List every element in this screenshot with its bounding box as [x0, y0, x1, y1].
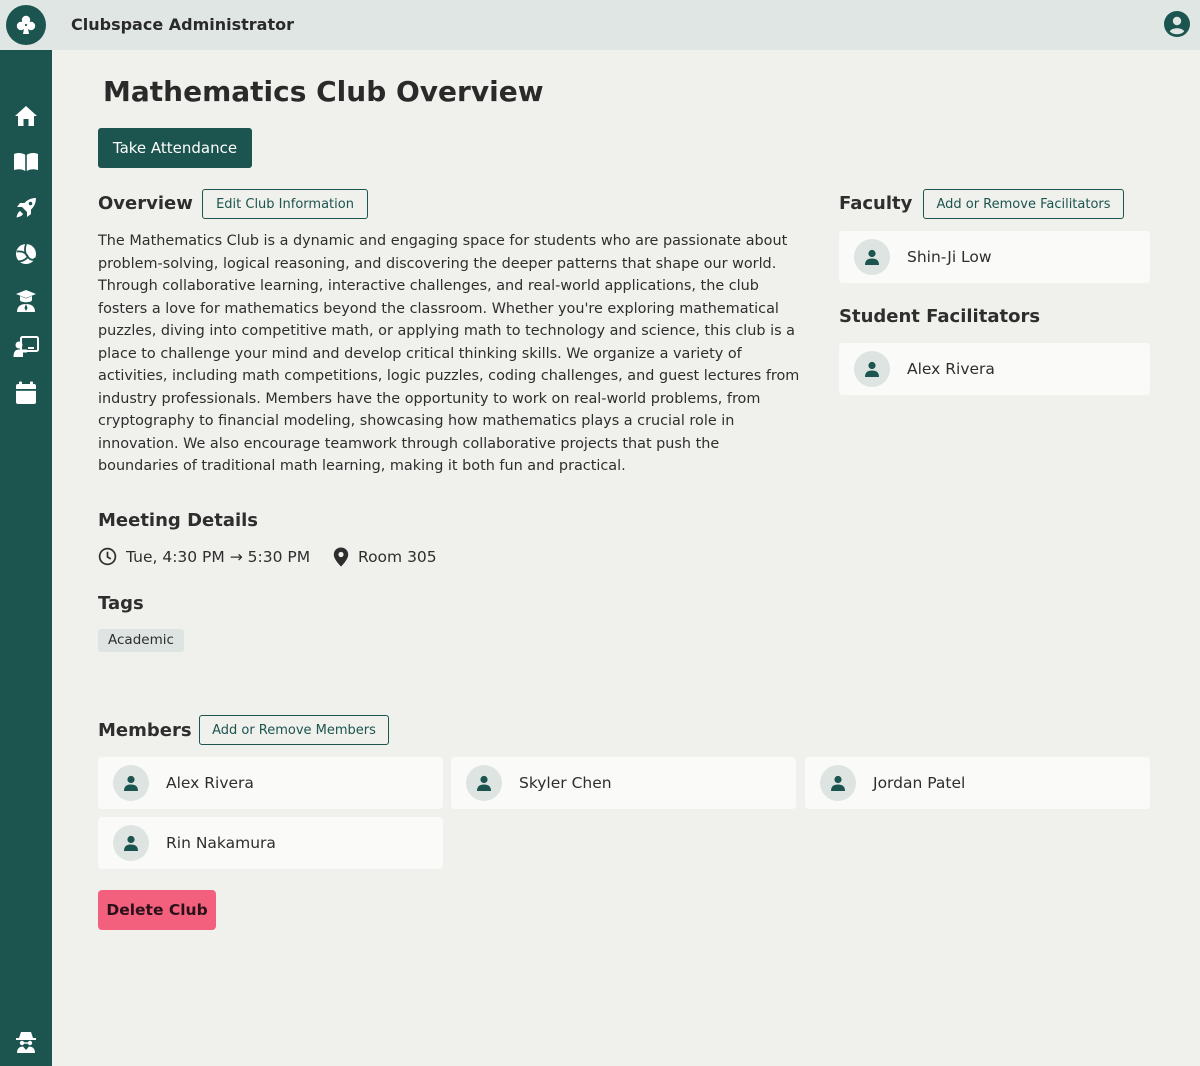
tag-badge: Academic: [98, 629, 184, 652]
main-content: [52, 50, 1200, 1066]
nav-graduate-icon[interactable]: [12, 287, 40, 315]
faculty-card: [839, 231, 1150, 283]
nav-presentation-icon[interactable]: [12, 333, 40, 361]
nav-volleyball-icon[interactable]: [12, 240, 40, 268]
top-bar: [0, 0, 1200, 50]
members-heading: Members: [98, 720, 192, 741]
member-name: Jordan Patel: [873, 774, 966, 792]
member-name: Rin Nakamura: [166, 834, 276, 852]
meeting-details-heading: Meeting Details: [98, 510, 259, 531]
meeting-location-text: Room 305: [358, 548, 437, 566]
member-name: Skyler Chen: [519, 774, 612, 792]
meeting-time: [98, 547, 310, 566]
location-pin-icon: [333, 547, 349, 567]
club-logo-icon[interactable]: [6, 5, 46, 45]
meeting-time-text: Tue, 4:30 PM → 5:30 PM: [126, 547, 311, 566]
member-card: [451, 757, 796, 809]
delete-club-button[interactable]: Delete Club: [98, 890, 216, 930]
nav-rocket-icon[interactable]: [12, 194, 40, 222]
person-icon: [466, 765, 502, 801]
take-attendance-button[interactable]: Take Attendance: [98, 128, 252, 168]
add-remove-members-button[interactable]: Add or Remove Members: [199, 715, 389, 745]
person-icon: [113, 825, 149, 861]
person-icon: [854, 351, 890, 387]
nav-calendar-icon[interactable]: [12, 379, 40, 407]
nav-spy-icon[interactable]: [12, 1028, 40, 1056]
edit-club-information-button[interactable]: Edit Club Information: [202, 189, 368, 219]
nav-home-icon[interactable]: [12, 102, 40, 130]
tags-heading: Tags: [98, 593, 144, 614]
club-description: The Mathematics Club is a dynamic and engaging space for students who are passionate about problem-solving, logical reasoning, and discovering the deeper patterns that shape our world. Through collaborative learning, interactive challenges, and real-world applications, the club fosters a love for mathematics beyond the classroom. Whether you're exploring mathematical puzzles, diving into competitive math, or applying math to technology and science, this club is a place to challenge your mind and develop critical thinking skills. We organize a variety of activities, including math competitions, logic puzzles, coding challenges, and guest lectures from industry professionals. Members have the opportunity to work on real-world problems, from cryptography to financial modeling, showcasing how mathematics plays a crucial role in innovation. We also encourage teamwork through collaborative projects that push the boundaries of traditional math learning, making it both fun and practical.: [98, 233, 800, 474]
overview-heading: Overview: [98, 193, 193, 214]
student-facilitator-name: Alex Rivera: [907, 360, 995, 378]
add-remove-facilitators-button[interactable]: Add or Remove Facilitators: [923, 189, 1124, 219]
account-circle-icon[interactable]: [1164, 11, 1190, 37]
meeting-location: [333, 547, 437, 567]
person-icon: [113, 765, 149, 801]
person-icon: [820, 765, 856, 801]
faculty-heading: Faculty: [839, 193, 913, 214]
member-name: Alex Rivera: [166, 774, 254, 792]
member-card: [98, 757, 443, 809]
page-title: Mathematics Club Overview: [103, 75, 544, 108]
sidebar-nav: [0, 50, 52, 1066]
member-card: [805, 757, 1150, 809]
faculty-name: Shin-Ji Low: [907, 248, 992, 266]
clock-icon: [98, 547, 117, 566]
person-icon: [854, 239, 890, 275]
nav-book-icon[interactable]: [12, 148, 40, 176]
student-facilitator-card: [839, 343, 1150, 395]
member-card: [98, 817, 443, 869]
app-title: Clubspace Administrator: [71, 15, 295, 34]
student-facilitators-heading: Student Facilitators: [839, 306, 1041, 327]
